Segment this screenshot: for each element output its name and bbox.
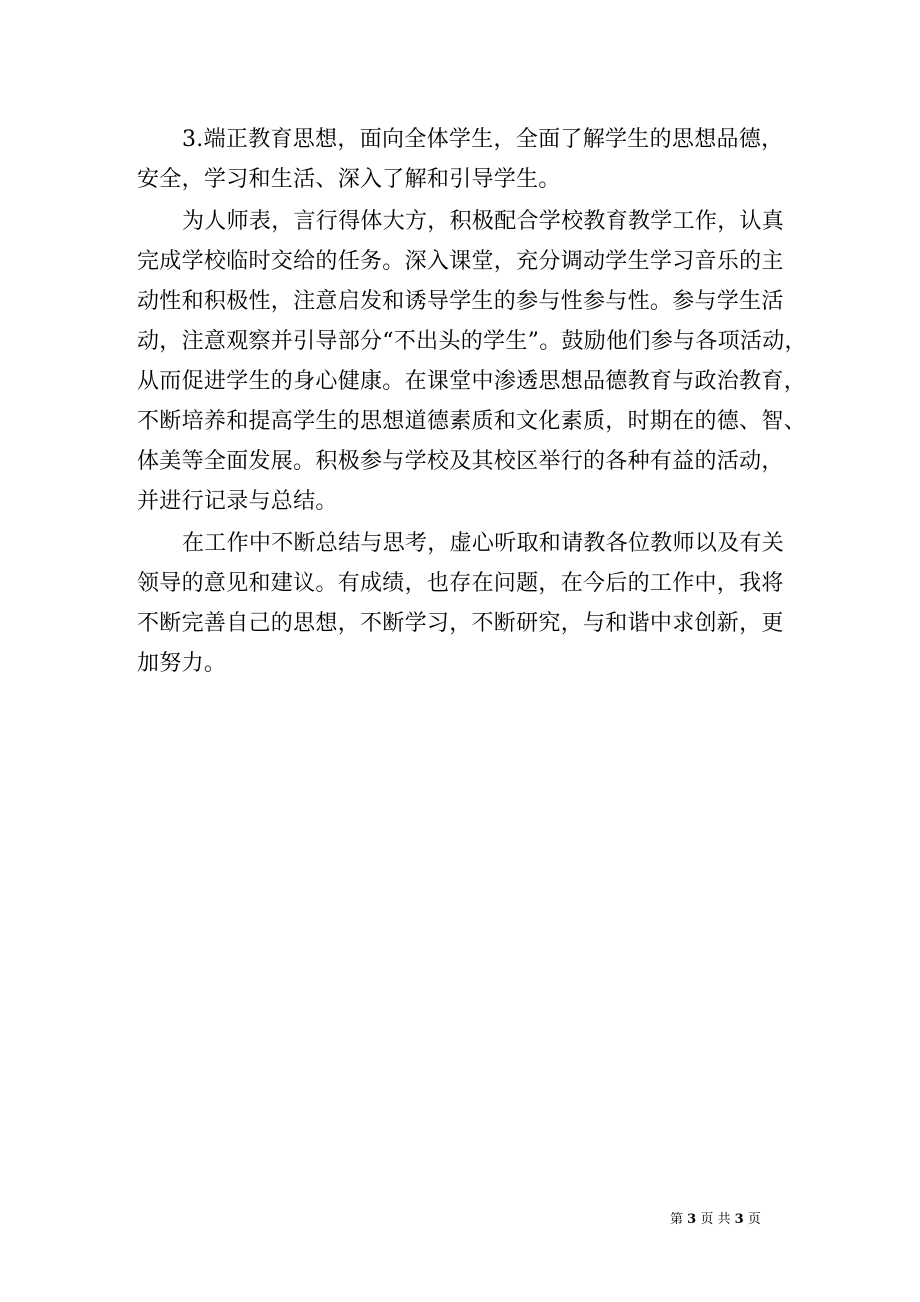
footer-prefix: 第 bbox=[670, 1212, 684, 1227]
paragraph-1 bbox=[137, 120, 797, 200]
footer-middle: 页 共 bbox=[700, 1212, 731, 1227]
document-body bbox=[137, 120, 807, 684]
paragraph-line: 安全，学习和生活、深入了解和引导学生。 bbox=[137, 167, 561, 192]
paragraph-line: 动，注意观察并引导部分“不出头的学生”。鼓励他们参与各项活动， bbox=[137, 329, 807, 354]
page-number-footer bbox=[670, 1208, 761, 1227]
footer-suffix: 页 bbox=[747, 1212, 761, 1227]
paragraph-line: 动性和积极性，注意启发和诱导学生的参与性参与性。参与学生活 bbox=[137, 289, 784, 314]
paragraph-line: 为人师表，言行得体大方，积极配合学校教育教学工作，认真 bbox=[182, 209, 785, 234]
paragraph-line: 加努力。 bbox=[137, 651, 227, 676]
paragraph-line: 领导的意见和建议。有成绩，也存在问题，在今后的工作中，我将 bbox=[137, 571, 784, 596]
total-pages-number: 3 bbox=[734, 1212, 744, 1227]
paragraph-line: 并进行记录与总结。 bbox=[137, 489, 338, 514]
paragraph-line: 在工作中不断总结与思考，虚心听取和请教各位教师以及有关 bbox=[182, 531, 785, 556]
paragraph-line: 从而促进学生的身心健康。在课堂中渗透思想品德教育与政治教育， bbox=[137, 369, 807, 394]
paragraph-3 bbox=[137, 524, 797, 684]
paragraph-2 bbox=[137, 202, 807, 522]
current-page-number: 3 bbox=[687, 1212, 697, 1227]
paragraph-line: 完成学校临时交给的任务。深入课堂，充分调动学生学习音乐的主 bbox=[137, 249, 784, 274]
paragraph-line: 不断完善自己的思想，不断学习，不断研究，与和谐中求创新，更 bbox=[137, 611, 784, 636]
paragraph-line: 3.端正教育思想，面向全体学生，全面了解学生的思想品德， bbox=[182, 127, 784, 152]
paragraph-line: 体美等全面发展。积极参与学校及其校区举行的各种有益的活动， bbox=[137, 449, 784, 474]
paragraph-line: 不断培养和提高学生的思想道德素质和文化素质，时期在的德、智、 bbox=[137, 409, 807, 434]
